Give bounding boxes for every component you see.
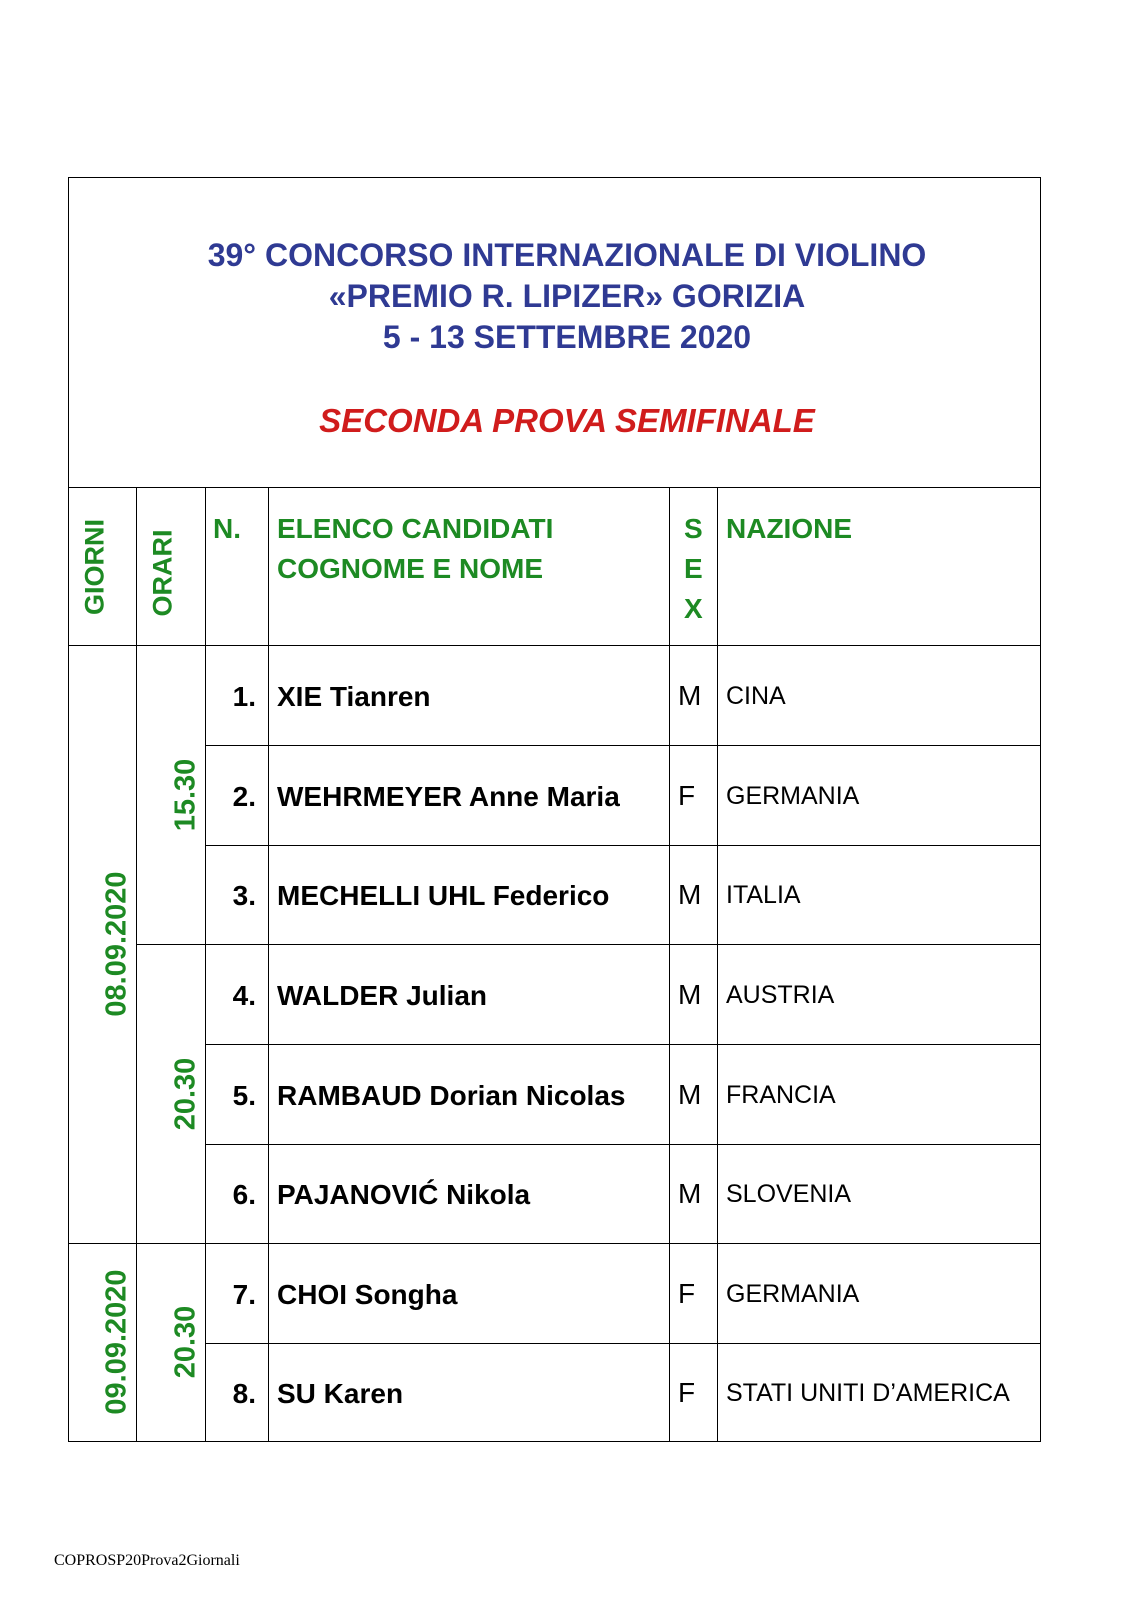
candidate-sex: M (678, 879, 702, 910)
col-header-sex-e: E (684, 553, 703, 584)
col-header-orari: ORARI (147, 529, 178, 617)
row-number: 7. (232, 1278, 256, 1310)
candidate-name: CHOI Songha (277, 1278, 458, 1310)
row-number: 6. (232, 1178, 256, 1210)
col-header-elenco-1: ELENCO CANDIDATI (277, 513, 554, 544)
day-label-2: 09.09.2020 (100, 1269, 133, 1415)
col-header-elenco-2: COGNOME E NOME (277, 553, 544, 584)
time-label-3: 20.30 (169, 1305, 202, 1379)
candidate-name: SU Karen (277, 1377, 404, 1409)
time-label-2: 20.30 (169, 1057, 202, 1131)
candidate-nation: GERMANIA (726, 782, 860, 810)
title-line-1: 39° CONCORSO INTERNAZIONALE DI VIOLINO (207, 237, 927, 273)
row-number: 8. (232, 1377, 256, 1409)
candidate-nation: CINA (726, 682, 786, 710)
candidate-name: WALDER Julian (277, 979, 488, 1011)
candidate-name: MECHELLI UHL Federico (277, 879, 610, 911)
candidate-sex: F (678, 1278, 696, 1309)
title-line-3: 5 - 13 SETTEMBRE 2020 (382, 319, 752, 355)
col-header-n: N. (213, 513, 241, 544)
subtitle: SECONDA PROVA SEMIFINALE (319, 402, 815, 439)
col-header-giorni: GIORNI (79, 518, 110, 616)
footer-filename: COPROSP20Prova2Giornali (54, 1552, 240, 1569)
candidate-sex: M (678, 1079, 702, 1110)
candidate-sex: M (678, 1178, 702, 1209)
col-header-nazione: NAZIONE (726, 513, 852, 544)
col-header-sex-s: S (684, 513, 703, 544)
candidate-nation: AUSTRIA (726, 981, 835, 1009)
candidate-nation: ITALIA (726, 881, 801, 909)
day-label-1: 08.09.2020 (100, 871, 133, 1017)
candidate-nation: STATI UNITI D’AMERICA (726, 1379, 1010, 1407)
candidate-name: XIE Tianren (277, 680, 431, 712)
candidate-nation: SLOVENIA (726, 1180, 852, 1208)
row-number: 5. (232, 1079, 256, 1111)
candidate-nation: FRANCIA (726, 1081, 836, 1109)
candidate-sex: M (678, 979, 702, 1010)
candidate-name: PAJANOVIĆ Nikola (277, 1178, 531, 1210)
row-number: 2. (232, 780, 256, 812)
candidate-sex: F (678, 780, 696, 811)
col-header-sex-x: X (684, 593, 703, 624)
time-label-1: 15.30 (169, 758, 202, 832)
row-number: 3. (232, 879, 256, 911)
candidate-name: RAMBAUD Dorian Nicolas (277, 1079, 626, 1111)
title-line-2: «PREMIO R. LIPIZER» GORIZIA (328, 278, 806, 314)
row-number: 1. (232, 680, 256, 712)
row-number: 4. (232, 979, 256, 1011)
candidate-sex: F (678, 1377, 696, 1408)
candidate-nation: GERMANIA (726, 1280, 860, 1308)
candidate-name: WEHRMEYER Anne Maria (277, 780, 620, 812)
candidate-sex: M (678, 680, 702, 711)
